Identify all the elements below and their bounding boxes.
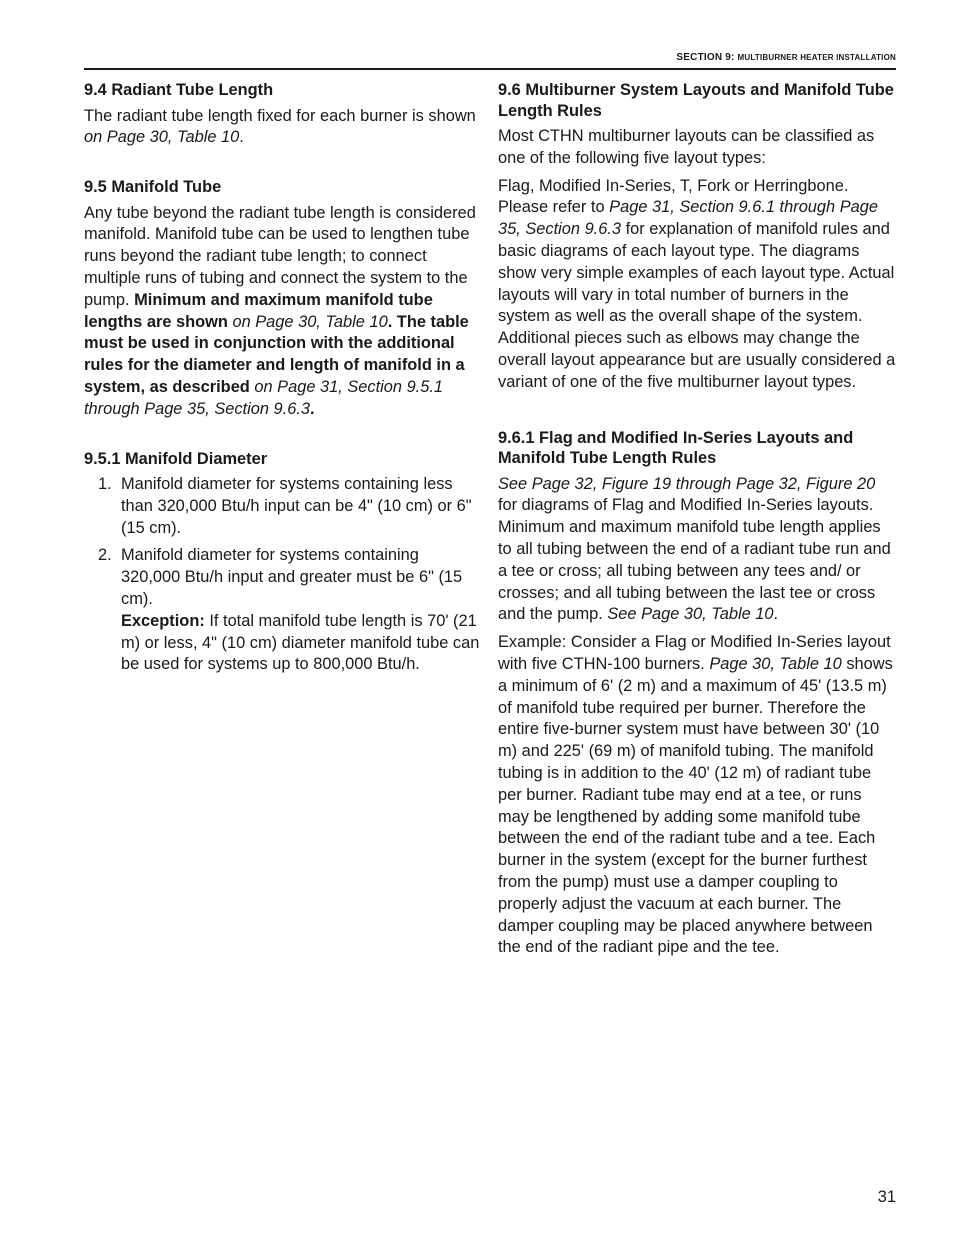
section-9-5-heading: 9.5 Manifold Tube [84, 178, 222, 197]
cross-reference: See Page 32, Figure 19 through Page 32, Figure 20 [498, 474, 876, 493]
section-9-6-1-heading: 9.6.1 Flag and Modified In-Series Layouts and Manifold Tube Length Rules [498, 428, 854, 468]
section-9-6-1-paragraph-1 [498, 474, 896, 627]
section-9-5-paragraph [84, 203, 482, 421]
header-rule [84, 68, 896, 70]
list-text: Manifold diameter for systems containing 320,000 Btu/h input and greater must be 6" (15 cm). [121, 546, 463, 609]
list-item [84, 474, 482, 539]
bold-run: Minimum and maximum manifold tube lengths are shown [84, 290, 433, 331]
cross-reference: See Page 30, Table 10 [607, 605, 774, 624]
section-9-6-paragraph-2 [498, 176, 896, 394]
text-run: for explanation of manifold rules and basic diagrams of each layout type. The diagrams show very simple examples of each layout type. Actual layouts will vary in total number of burners in the system as well as the overall shape of the system. Additional pieces such as elbows may change the overall layout appearance but are usually considered a variant of one of the five multiburner layout types. [498, 220, 896, 391]
cross-reference: on Page 31, Section 9.5.1 through Page 35, Section 9.6.3 [84, 377, 444, 418]
section-9-6-heading: 9.6 Multiburner System Layouts and Manifold Tube Length Rules [498, 81, 894, 120]
exception-text: If total manifold tube length is 70' (21 m) or less, 4" (10 cm) diameter manifold tube can be used for systems up to 800,000 Btu/h. [121, 611, 480, 674]
text-run: Flag, Modified In-Series, T, Fork or Herringbone. Please refer to [498, 176, 849, 217]
bold-run: . [310, 399, 315, 418]
header-section-title: MULTIBURNER HEATER INSTALLATION [737, 53, 896, 62]
list-number: 2. [98, 546, 112, 565]
spacer [498, 400, 896, 428]
list-item [84, 545, 482, 676]
running-header [84, 52, 896, 63]
text-run: Example: Consider a Flag or Modified In-Series layout with five CTHN-100 burners. [498, 633, 891, 673]
section-9-4-paragraph [84, 106, 482, 150]
section-9-6-paragraph-1: Most CTHN multiburner layouts can be classified as one of the following five layout types: [498, 127, 875, 167]
cross-reference: on Page 30, Table 10 [227, 312, 388, 331]
exception-label: Exception: [121, 611, 205, 630]
exception-note [121, 611, 482, 676]
list-number: 1. [98, 475, 112, 494]
cross-reference: Page 30, Table 10 [709, 654, 842, 673]
section-9-6-1-paragraph-2 [498, 632, 896, 959]
header-section-prefix: SECTION 9: [676, 52, 738, 63]
bold-run: . The table must be used in conjunction with the additional rules for the diameter and length of manifold in a system, as described [84, 312, 469, 396]
spacer [84, 427, 482, 449]
cross-reference: on Page 30, Table 10 [84, 128, 240, 147]
text-run: The radiant tube length fixed for each burner is shown [84, 106, 476, 125]
text-run: Any tube beyond the radiant tube length is considered manifold. Manifold tube can be used to lengthen tube runs beyond the radiant tube length; to connect multiple runs of tubing and connect the system to the pump. [84, 203, 476, 309]
text-run: . [239, 128, 244, 147]
page-number: 31 [877, 1188, 896, 1206]
text-run: shows a minimum of 6' (2 m) and a maximum of 45' (13.5 m) of manifold tube required per burner. Therefore the entire five-burner system must have between 30' (10 m) and 225' (69 m) of manifold tubing. The manifold tubing is in addition to the 40' (12 m) of radiant tube per burner. Radiant tube may end at a tee, or runs may be lengthened by adding some manifold tube between the end of the radiant tube and a tee. Each burner in the system (except for the burner furthest from the pump) must use a damper coupling to properly adjust the vacuum at each burner. The damper coupling may be placed anywhere between the end of the radiant pipe and the tee. [498, 654, 893, 957]
text-run: for diagrams of Flag and Modified In-Series layouts. Minimum and maximum manifold tube length applies to all tubing between the end of a radiant tube run and a tee or cross; all tubing between any tees and/ or crosses; and all tubing between the last tee or cross and the pump. [498, 496, 891, 624]
left-column [84, 80, 482, 682]
section-9-4-heading: 9.4 Radiant Tube Length [84, 81, 274, 99]
cross-reference: Page 31, Section 9.6.1 through Page 35, Section 9.6.3 [498, 198, 878, 239]
diameter-rules-list [84, 474, 482, 676]
list-text: Manifold diameter for systems containing less than 320,000 Btu/h input can be 4" (10 cm) or 6" (15 cm). [121, 475, 472, 537]
section-9-5-1-heading: 9.5.1 Manifold Diameter [84, 449, 268, 468]
text-run: . [773, 605, 779, 624]
spacer [84, 155, 482, 177]
right-column [498, 80, 896, 965]
